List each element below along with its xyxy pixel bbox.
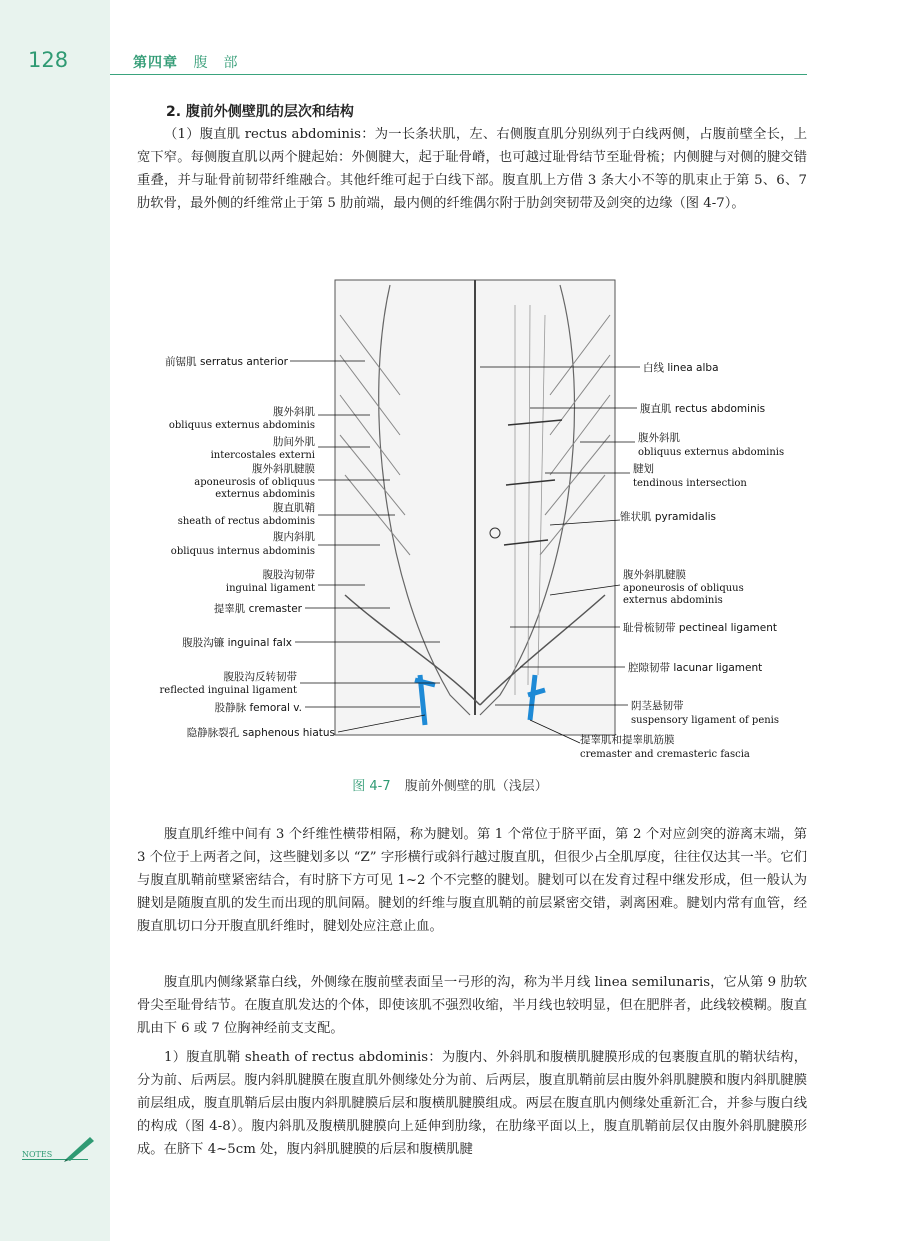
label-linea-alba: 白线 linea alba [643,362,719,374]
label-intercostales-cn: 肋间外肌 [273,436,315,448]
label-sheath-cn: 腹直肌鞘 [273,502,315,514]
label-reflected-ligament-en: reflected inguinal ligament [159,685,297,696]
chapter-label: 第四章 [133,55,178,71]
label-aponeurosis-en: aponeurosis of obliquus [194,477,315,488]
figure-title: 腹前外侧壁的肌（浅层） [404,779,548,794]
label-obliquus-externus-en: obliquus externus abdominis [168,420,315,431]
page-number: 128 [28,48,69,72]
label-aponeurosis-right-cn: 腹外斜肌腱膜 [623,569,686,581]
label-femoral-vein: 股静脉 femoral v. [214,702,302,714]
label-rectus-abdominis: 腹直肌 rectus abdominis [640,403,766,415]
figure-4-7 [150,275,800,770]
label-serratus-anterior: 前锯肌 serratus anterior [165,356,288,368]
label-sheath-en: sheath of rectus abdominis [177,516,315,527]
label-inguinal-falx: 腹股沟镰 inguinal falx [182,637,292,649]
paragraph-3: 腹直肌内侧缘紧靠白线，外侧缘在腹前壁表面呈一弓形的沟，称为半月线 linea semilunaris，它从第 9 肋软骨尖至耻骨结节。在腹直肌发达的个体，即使该肌不强烈收缩，半月线也较明显，但在肥胖者，此线较模糊。腹直肌由下 6 或 7 位胸神经前支支配。 [137,975,807,1036]
label-inguinal-ligament-cn: 腹股沟韧带 [262,569,315,581]
paragraph-1: （1）腹直肌 rectus abdominis：为一长条状肌，左、右侧腹直肌分别纵列于白线两侧，占腹前壁全长，上宽下窄。每侧腹直肌以两个腱起始：外侧腱大，起于耻骨嵴，也可越过耻骨结节至耻骨梳；内侧腱与对侧的腱交错重叠，并与耻骨前韧带纤维融合。其他纤维可起于白线下部。腹直肌上方借 3 条大小不等的肌束止于第 5、6、7 肋软骨，最外侧的纤维常止于第 5 肋前端，最内侧的纤维偶尔附于肋剑突韧带及剑突的边缘（图 4-7）。 [137,127,807,211]
figure-number: 图 4-7 [352,779,391,794]
label-obliquus-externus-cn: 腹外斜肌 [273,406,315,418]
label-aponeurosis-right-en: aponeurosis of obliquus [623,583,744,594]
label-saphenous-hiatus: 隐静脉裂孔 saphenous hiatus [186,727,335,739]
label-intercostales-en: intercostales externi [210,450,315,461]
label-pectineal-ligament: 耻骨梳韧带 pectineal ligament [623,622,777,634]
label-tendinous-en: tendinous intersection [633,478,747,489]
label-obliquus-externus-right-cn: 腹外斜肌 [638,432,680,444]
figure-caption [0,775,900,794]
label-aponeurosis-cn: 腹外斜肌腱膜 [252,463,315,475]
chapter-header [133,52,238,72]
label-suspensory-en: suspensory ligament of penis [631,715,780,726]
notes-label: NOTES [22,1150,88,1160]
header-rule [110,74,807,75]
label-reflected-ligament-cn: 腹股沟反转韧带 [223,671,297,683]
label-cremaster-fascia-cn: 提睾肌和提睾肌筋膜 [580,734,675,746]
label-aponeurosis-right-en-2: externus abdominis [623,595,723,606]
left-margin-band [0,0,110,1241]
chapter-title: 腹 部 [193,55,239,71]
label-cremaster: 提睾肌 cremaster [213,603,302,615]
label-lacunar-ligament: 腔隙韧带 lacunar ligament [628,662,763,674]
label-obliquus-internus-cn: 腹内斜肌 [273,531,315,543]
label-pyramidalis: 锥状肌 pyramidalis [620,511,717,523]
pen-icon [62,1133,98,1163]
section-heading: 2. 腹前外侧壁肌的层次和结构 [166,104,354,120]
label-cremaster-fascia-en: cremaster and cremasteric fascia [580,749,750,760]
label-suspensory-cn: 阴茎悬韧带 [631,700,684,712]
label-aponeurosis-en-2: externus abdominis [215,489,315,500]
paragraph-2: 腹直肌纤维中间有 3 个纤维性横带相隔，称为腱划。第 1 个常位于脐平面，第 2 个对应剑突的游离末端，第 3 个位于上两者之间，这些腱划多以 “Z” 字形横行或斜行越过腹直肌，但很少占全肌厚度，往往仅达其一半。它们与腹直肌鞘前壁紧密结合，有时脐下方可见 1~2 个不完整的腱划。腱划可以在发育过程中继发形成，但一般认为腱划是随腹直肌的发生而出现的肌间隔。腱划的纤维与腹直肌鞘的前层紧密交错，剥离困难。腱划内常有血管，经腹直肌切口分开腹直肌纤维时，腱划处应注意止血。 [137,827,807,934]
label-obliquus-internus-en: obliquus internus abdominis [170,546,315,557]
label-inguinal-ligament-en: inguinal ligament [225,583,315,594]
label-obliquus-externus-right-en: obliquus externus abdominis [638,447,785,458]
paragraph-4: 1）腹直肌鞘 sheath of rectus abdominis：为腹内、外斜肌和腹横肌腱膜形成的包裹腹直肌的鞘状结构，分为前、后两层。腹内斜肌腱膜在腹直肌外侧缘处分为前、后两层，腹直肌鞘前层由腹外斜肌腱膜和腹内斜肌腱膜前层组成，腹直肌鞘后层由腹内斜肌腱膜后层和腹横肌腱膜组成。两层在腹直肌内侧缘处重新汇合，并参与腹白线的构成（图 4-8）。腹内斜肌及腹横肌腱膜向上延伸到肋缘，在肋缘平面以上，腹直肌鞘前层仅由腹外斜肌腱膜形成。在脐下 4~5cm 处，腹内斜肌腱膜的后层和腹横肌腱 [137,1050,807,1157]
label-tendinous-cn: 腱划 [633,463,654,475]
anatomy-illustration [150,275,800,770]
